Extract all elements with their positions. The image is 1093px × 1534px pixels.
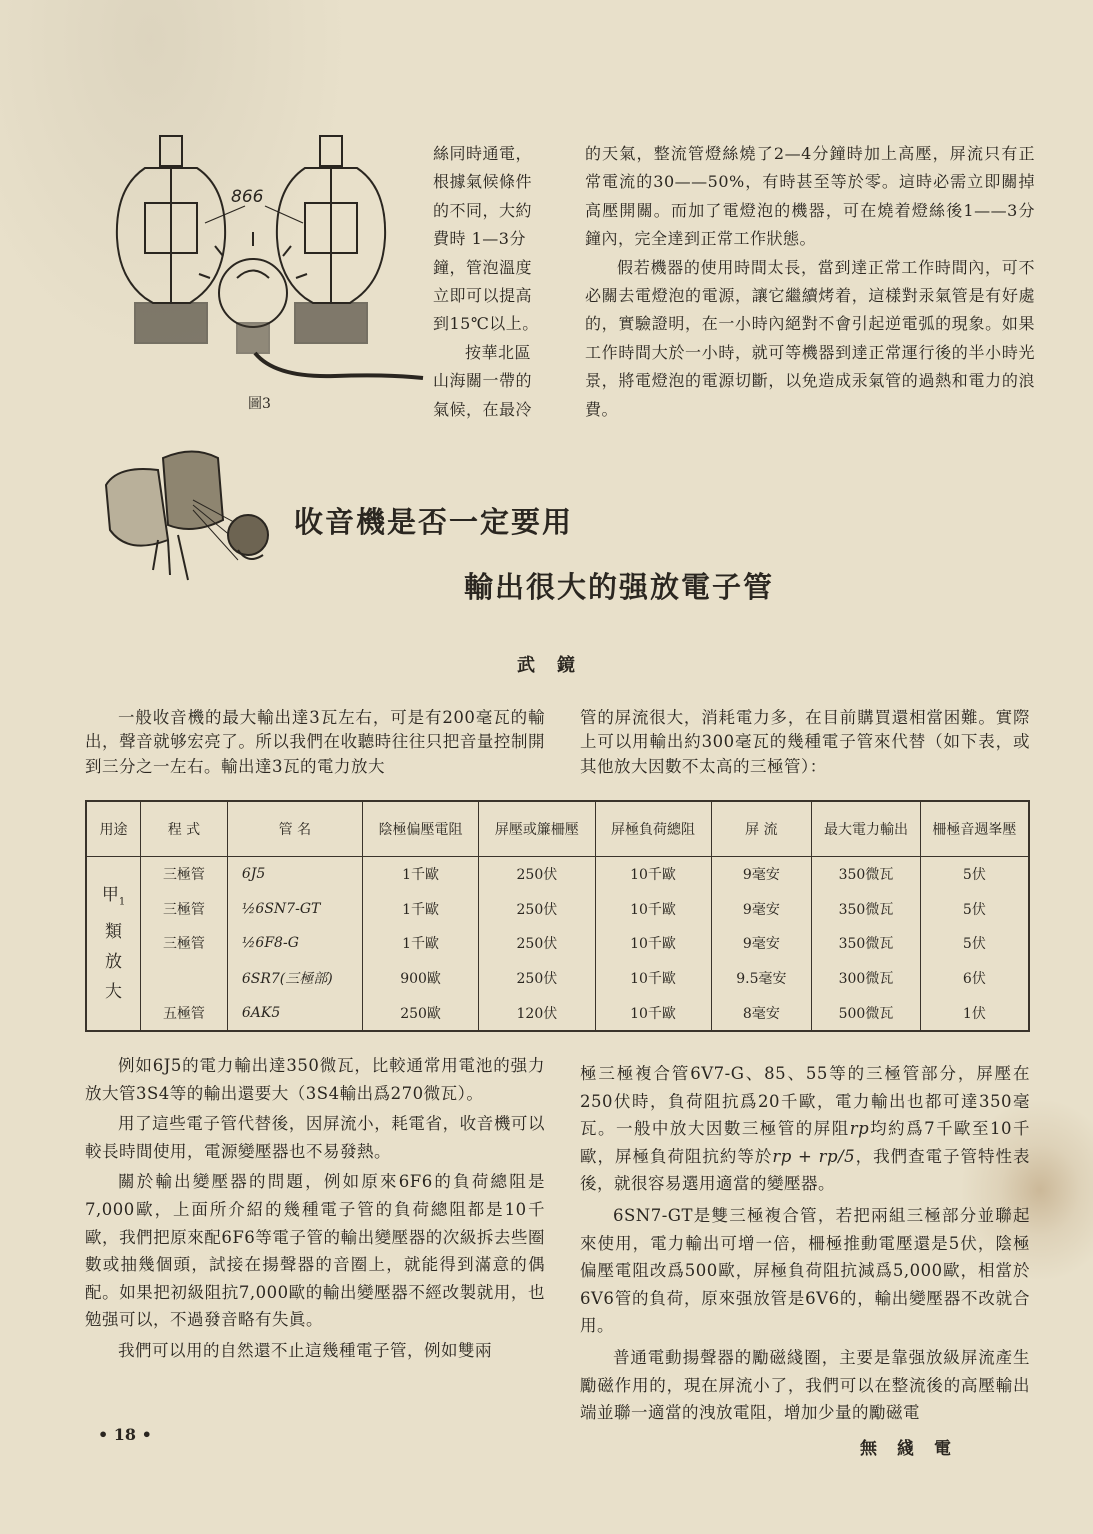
body-left-column: [85, 1052, 545, 1365]
top-right-column: [585, 140, 1035, 424]
cell-name: ½6SN7-GT: [227, 892, 362, 927]
header-usage: 用途: [86, 801, 141, 857]
header-max-power: 最大電力輸出: [812, 801, 921, 857]
header-grid-peak: 柵極音週峯壓: [920, 801, 1029, 857]
cell-load: 10千歐: [595, 857, 711, 892]
line-2: 根據氣候條件: [433, 172, 533, 192]
usage-char-3: 放: [105, 952, 122, 973]
article-author: 武鏡: [517, 655, 597, 676]
cell-power: 350微瓦: [812, 892, 921, 927]
cell-plate-v: 250伏: [479, 926, 595, 961]
table-row: [86, 961, 1029, 996]
cell-power: 300微瓦: [812, 961, 921, 996]
header-tube-illustration: [98, 440, 278, 590]
line-10: 氣候，在最冷: [433, 399, 533, 419]
cell-plate-v: 250伏: [479, 961, 595, 996]
line-9: 山海關一帶的: [433, 371, 533, 391]
cell-grid: 5伏: [920, 926, 1029, 961]
cell-plate-v: 120伏: [479, 995, 595, 1031]
magazine-name: 無綫電: [860, 1439, 971, 1459]
cell-power: 350微瓦: [812, 857, 921, 892]
rp-symbol: rp: [849, 1119, 870, 1139]
cell-power: 350微瓦: [812, 926, 921, 961]
usage-char-4: 大: [105, 982, 122, 1003]
p1-before: 極三極複合管6V7-G、85、55等的三極管部分，屏壓在250伏時，負荷阻抗爲20千歐，電力輸出也都可達350毫瓦。一般中放大因數三極管的屏阻: [580, 1064, 1030, 1139]
cell-bias: 250歐: [362, 995, 478, 1031]
body-right-paragraph-1: [580, 1060, 1030, 1198]
paragraph-2: 假若機器的使用時間太長，當到達正常工作時間內，可不必關去電燈泡的電源，讓它繼續烤着，這樣對汞氣管是有好處的，實驗證明，在一小時內絕對不會引起逆電弧的現象。如果工作時間大於一小時，就可等機器到達正常運行後的半小時光景，將電燈泡的電源切斷，以免造成汞氣管的過熱和電力的浪費。: [585, 257, 1035, 419]
header-plate-current: 屏 流: [711, 801, 812, 857]
body-right-paragraph-3: 普通電動揚聲器的勵磁綫圈，主要是靠强放級屏流產生勵磁作用的，現在屏流小了，我們可以在整流後的高壓輸出端並聯一適當的洩放電阻，增加少量的勵磁電: [580, 1347, 1030, 1423]
cell-current: 9毫安: [711, 857, 812, 892]
line-4: 費時 1—3分: [433, 229, 526, 249]
cell-type: 三極管: [141, 926, 228, 961]
cell-type: 三極管: [141, 892, 228, 927]
article-title-line-1: 收音機是否一定要用: [294, 505, 574, 539]
cell-name: 6J5: [227, 857, 362, 892]
cell-current: 9.5毫安: [711, 961, 812, 996]
cell-current: 8毫安: [711, 995, 812, 1031]
cell-type: [141, 961, 228, 996]
body-right-column: [580, 1060, 1030, 1427]
usage-class-a1: [86, 857, 141, 1032]
table-row: [86, 995, 1029, 1031]
header-cathode-bias: 陰極偏壓電阻: [362, 801, 478, 857]
page-number: • 18 •: [98, 1425, 152, 1444]
cell-plate-v: 250伏: [479, 892, 595, 927]
cell-grid: 6伏: [920, 961, 1029, 996]
body-left-paragraph-1: 例如6J5的電力輸出達350微瓦，比較通常用電池的强力放大管3S4等的輸出還要大（3S4輸出爲270微瓦）。: [85, 1056, 545, 1103]
cell-name: 6SR7(三極部): [227, 961, 362, 996]
cell-bias: 1千歐: [362, 892, 478, 927]
tube-substitution-table: [85, 800, 1030, 1032]
cell-load: 10千歐: [595, 892, 711, 927]
cell-bias: 900歐: [362, 961, 478, 996]
cell-power: 500微瓦: [812, 995, 921, 1031]
line-7: 到15℃以上。: [433, 314, 539, 334]
body-left-paragraph-3: 關於輸出變壓器的問題，例如原來6F6的負荷總阻是7,000歐，上面所介紹的幾種電子管的負荷總阻都是10千歐，我們把原來配6F6等電子管的輸出變壓器的次級拆去些圈數或抽幾個頭，試接在揚聲器的音圈上，就能得到滿意的偶配。如果把初級阻抗7,000歐的輸出變壓器不經改製就用，也勉强可以，不過發音略有失眞。: [85, 1172, 545, 1330]
cell-load: 10千歐: [595, 961, 711, 996]
paragraph-1: 的天氣，整流管燈絲燒了2—4分鐘時加上高壓，屏流只有正常電流的30——50%，有時甚至等於零。這時必需立即關掉高壓開關。而加了電燈泡的機器，可在燒着燈絲後1——3分鐘內，完全達到正常工作狀態。: [585, 144, 1035, 249]
body-right-paragraph-2: 6SN7-GT是雙三極複合管，若把兩組三極部分並聯起來使用，電力輸出可增一倍，柵極推動電壓還是5伏，陰極偏壓電阻改爲500歐，屏極負荷阻抗減爲5,000歐，相當於6V6管的負荷，原來强放管是6V6的，輸出變壓器不改就合用。: [580, 1205, 1030, 1336]
cell-name: ½6F8-G: [227, 926, 362, 961]
cell-bias: 1千歐: [362, 857, 478, 892]
table-header-row: [86, 801, 1029, 857]
header-plate-load: 屏極負荷總阻: [595, 801, 711, 857]
tube-866-label: 866: [231, 187, 264, 207]
article-title-line-2: 輸出很大的强放電子管: [464, 570, 775, 604]
cell-grid: 1伏: [920, 995, 1029, 1031]
header-tube-name: 管 名: [227, 801, 362, 857]
cell-name: 6AK5: [227, 995, 362, 1031]
table-row: [86, 926, 1029, 961]
usage-char-2: 類: [105, 922, 122, 943]
figure-3-caption: 圖3: [248, 396, 271, 412]
cell-type: 五極管: [141, 995, 228, 1031]
table-row: [86, 892, 1029, 927]
body-left-paragraph-4: 我們可以用的自然還不止這幾種電子管，例如雙兩: [118, 1340, 492, 1360]
cell-grid: 5伏: [920, 857, 1029, 892]
usage-char-1: 甲: [101, 884, 119, 905]
header-plate-voltage: 屏壓或簾柵壓: [479, 801, 595, 857]
cell-load: 10千歐: [595, 995, 711, 1031]
p1-after: ，我們查電子管特性表後，就很容易選用適當的變壓器。: [580, 1146, 1031, 1194]
cell-bias: 1千歐: [362, 926, 478, 961]
line-1: 絲同時通電，: [433, 144, 533, 163]
cell-current: 9毫安: [711, 926, 812, 961]
body-left-paragraph-2: 用了這些電子管代替後，因屏流小，耗電省，收音機可以較長時間使用，電源變壓器也不易發熱。: [85, 1114, 545, 1161]
top-left-column: [433, 140, 548, 424]
usage-subscript: 1: [118, 896, 126, 908]
line-8: 按華北區: [465, 342, 532, 362]
intro-right: 管的屏流很大，消耗電力多，在目前購買還相當困難。實際上可以用輸出約300毫瓦的幾種電子管來代替（如下表，或其他放大因數不太高的三極管）：: [580, 708, 1030, 776]
line-6: 立即可以提高: [433, 286, 533, 306]
cell-grid: 5伏: [920, 892, 1029, 927]
line-3: 的不同，大約: [433, 200, 533, 220]
intro-left: 一般收音機的最大輸出達3瓦左右，可是有200毫瓦的輸出，聲音就够宏亮了。所以我們在收聽時往往只把音量控制開到三分之一左右。輸出達3瓦的電力放大: [85, 708, 545, 776]
cell-load: 10千歐: [595, 926, 711, 961]
line-5: 鐘，管泡溫度: [433, 257, 533, 277]
load-formula: rp + rp/5: [772, 1146, 856, 1166]
p1-mid: 均約爲7千歐至10千歐，屏極負荷阻抗約等於: [580, 1119, 1030, 1166]
header-type: 程 式: [141, 801, 228, 857]
table-row: [86, 857, 1029, 892]
cell-type: 三極管: [141, 857, 228, 892]
cell-plate-v: 250伏: [479, 857, 595, 892]
figure-3-tubes-illustration: [105, 128, 427, 392]
cell-current: 9毫安: [711, 892, 812, 927]
